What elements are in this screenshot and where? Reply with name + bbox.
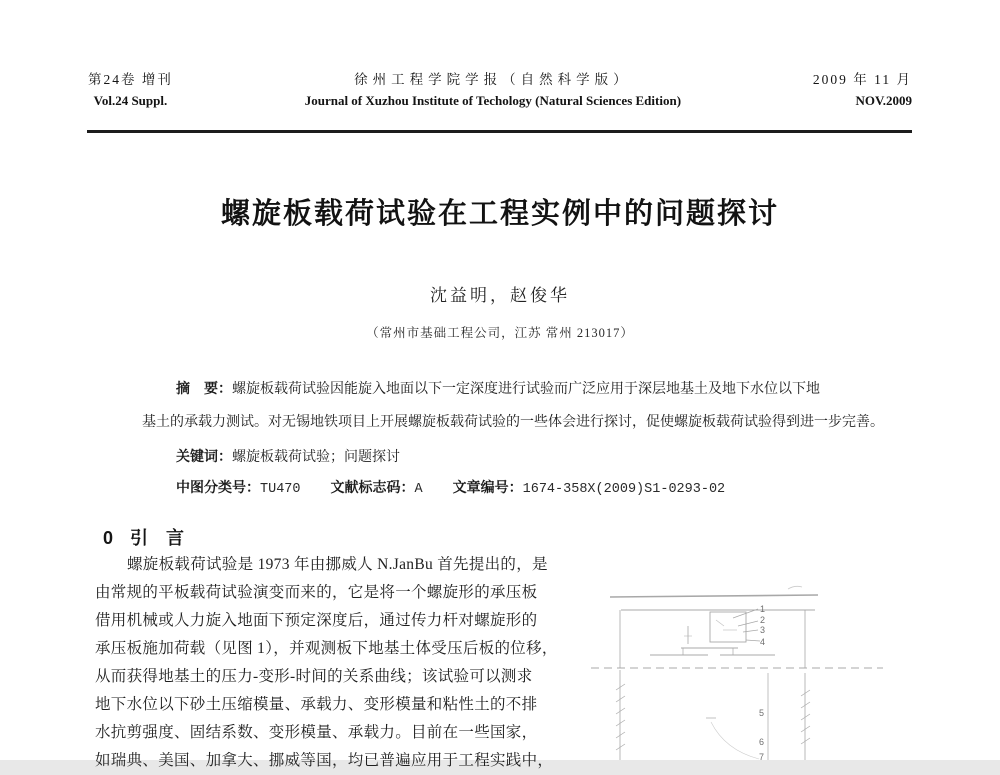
clc-label: 中图分类号：	[176, 479, 260, 495]
article-authors: 沈益明，赵俊华	[430, 286, 570, 305]
figure-1-screw-plate-diagram	[583, 578, 915, 760]
journal-name-cn: 徐州工程学院学报（自然科学版）	[354, 72, 632, 87]
hatch-right	[801, 690, 810, 744]
body-line: 如瑞典、美国、加拿大、挪威等国，均已普遍应用于工程实践中，	[95, 752, 554, 769]
body-line: 借用机械或人力旋入地面下预定深度后，通过传力杆对螺旋形的	[95, 612, 538, 629]
abstract-label: 摘 要：	[176, 380, 232, 396]
scan-squiggle	[788, 586, 802, 589]
figure-label-7: 7	[759, 752, 765, 762]
date-en: NOV.2009	[855, 93, 912, 108]
leader-curve	[711, 722, 759, 759]
leader-4	[746, 640, 760, 641]
reaction-beam-top	[610, 595, 818, 597]
doc-code-value: A	[414, 482, 423, 497]
date-cn: 2009 年 11 月	[812, 72, 912, 87]
figure-label-3: 3	[760, 625, 766, 635]
article-id-value: 1674-358X(2009)S1-0293-02	[522, 482, 726, 497]
keywords-text: 螺旋板载荷试验；问题探讨	[232, 450, 400, 465]
abstract-line-1	[142, 372, 917, 406]
abstract-text-1: 螺旋板载荷试验因能旋入地面以下一定深度进行试验而广泛应用于深层地基土及地下水位以下地	[232, 382, 820, 397]
header-date-block	[813, 68, 912, 109]
body-line: 螺旋板载荷试验是 1973 年由挪威人 N.JanBu 首先提出的，是	[127, 556, 548, 573]
keywords-label: 关键词：	[176, 448, 232, 464]
body-text-column	[95, 551, 567, 775]
jack-assembly-box	[710, 612, 746, 642]
abstract-text-2: 基土的承载力测试。对无锡地铁项目上开展螺旋板载荷试验的一些体会进行探讨，促使螺旋板载荷试验得到进一步完善。	[142, 415, 884, 430]
figure-label-2: 2	[760, 615, 766, 625]
journal-name-en: Journal of Xuzhou Institute of Techology (Natural Sciences Edition)	[304, 93, 682, 108]
doc-code-label: 文献标志码：	[330, 479, 415, 495]
body-line: 由常规的平板载荷试验演变而来的，它是将一个螺旋形的承压板	[95, 584, 538, 601]
abstract-block	[142, 372, 917, 439]
leader-3	[743, 630, 758, 632]
meta-line	[176, 477, 725, 497]
article-affiliation: （常州市基础工程公司，江苏 常州 213017）	[366, 326, 634, 340]
section-title: 引 言	[130, 528, 185, 548]
volume-en: Vol.24 Suppl.	[93, 93, 168, 108]
abstract-line-2	[142, 406, 917, 439]
body-line: 承压板施加荷载（见图 1），并观测板下地基土体受压后板的位移，	[95, 640, 558, 657]
journal-header	[88, 68, 912, 109]
volume-cn: 第24卷 增刊	[88, 72, 173, 87]
section-number: 0	[103, 528, 114, 548]
header-volume-block	[88, 68, 173, 109]
hatch-left	[616, 684, 625, 750]
figure-1-svg	[583, 578, 915, 760]
body-line: 水抗剪强度、固结系数、变形模量、承载力。目前在一些国家，	[95, 724, 538, 741]
body-line: 从而获得地基土的压力-变形-时间的关系曲线；该试验可以测求	[95, 668, 533, 685]
figure-label-1: 1	[760, 604, 766, 614]
figure-label-4: 4	[760, 637, 766, 647]
clc-value: TU470	[260, 482, 301, 497]
article-id-label: 文章编号：	[452, 479, 523, 495]
figure-label-5: 5	[759, 708, 765, 718]
figure-label-6: 6	[759, 737, 765, 747]
leader-2	[738, 621, 758, 626]
keywords-line	[176, 446, 400, 466]
header-journal-name-block	[305, 68, 681, 109]
body-line: 地下水位以下砂土压缩模量、承载力、变形模量和粘性土的不排	[95, 696, 538, 713]
header-rule	[87, 130, 912, 133]
article-title: 螺旋板载荷试验在工程实例中的问题探讨	[220, 198, 779, 230]
section-0-heading	[103, 524, 184, 550]
